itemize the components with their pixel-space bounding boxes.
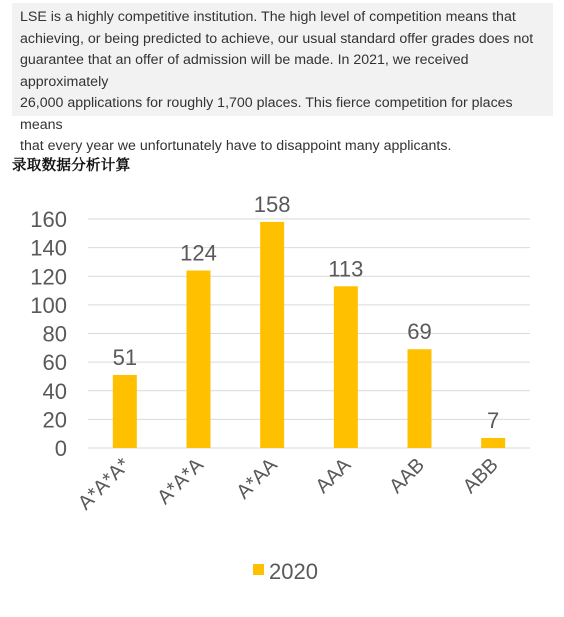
x-category-label: A*A*A (153, 453, 209, 509)
data-label: 51 (112, 345, 138, 371)
bar-chart (0, 190, 564, 600)
x-category-label: A*A*A* (73, 453, 135, 515)
legend-label: 2020 (269, 559, 318, 584)
chart-gridlines (88, 219, 530, 448)
y-tick-label: 140 (30, 235, 67, 261)
x-axis-category-labels (74, 454, 503, 515)
y-tick-label: 160 (30, 207, 67, 232)
chart-legend (253, 559, 318, 584)
y-tick-label: 80 (42, 321, 67, 347)
legend-swatch (253, 564, 264, 575)
y-tick-label: 40 (42, 378, 67, 404)
data-label: 124 (180, 240, 217, 266)
quote-box (12, 3, 553, 154)
bar (408, 349, 432, 448)
y-tick-label: 120 (30, 264, 67, 290)
y-tick-label: 0 (54, 436, 67, 461)
x-category-label: AAB (385, 453, 430, 498)
data-label: 69 (407, 319, 432, 345)
quote-paragraph: LSE is a highly competitive institution. The high level of competition means that achieving, or being predicted to achieve, our usual standard offer grades does not guarantee that an offer of admission will be made. In 2021, we received approximately 26,000 applications for roughly 1,700 places. This fierce competition for places means that every year we unfortunately have to disappoint many applicants. (20, 9, 534, 154)
bar (187, 271, 211, 448)
bar (481, 438, 505, 448)
bar (113, 375, 137, 448)
y-axis-tick-labels (30, 207, 67, 461)
x-category-label: ABB (458, 453, 503, 498)
data-label: 7 (487, 407, 500, 433)
bar (260, 222, 284, 448)
data-label: 113 (328, 256, 364, 282)
bar (334, 286, 358, 448)
x-category-label: A*AA (232, 453, 282, 504)
chart-data-labels (113, 192, 500, 433)
chart-bars (113, 222, 505, 448)
y-tick-label: 20 (42, 407, 67, 433)
section-heading: 录取数据分析计算 (12, 158, 131, 174)
data-label: 158 (253, 191, 291, 217)
x-category-label: AAA (311, 453, 356, 498)
y-tick-label: 60 (42, 350, 67, 376)
y-tick-label: 100 (30, 292, 67, 318)
